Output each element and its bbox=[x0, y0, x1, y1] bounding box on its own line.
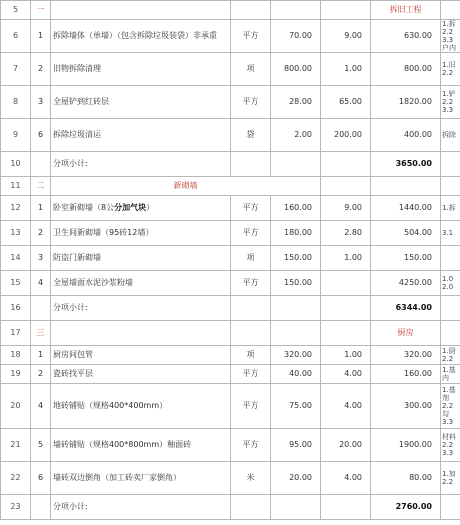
row-number[interactable]: 7 bbox=[1, 53, 31, 86]
table-row bbox=[1, 196, 460, 221]
note-cell[interactable]: 1.0 2.0 bbox=[441, 271, 460, 296]
unit-cell[interactable]: 平方 bbox=[231, 384, 271, 429]
price-cell[interactable] bbox=[321, 271, 371, 296]
total-cell[interactable]: 2760.00 bbox=[371, 495, 441, 520]
item-name-cell[interactable]: 瓷砖找平层 bbox=[51, 365, 231, 384]
qty-cell[interactable]: 150.00 bbox=[271, 246, 321, 271]
row-number[interactable]: 11 bbox=[1, 177, 31, 196]
price-cell[interactable] bbox=[321, 495, 371, 520]
qty-cell[interactable] bbox=[271, 321, 321, 346]
note-cell[interactable] bbox=[441, 296, 460, 321]
note-cell[interactable]: 1.基 剂 2.2 勾 3.3 bbox=[441, 384, 460, 429]
seq-cell[interactable]: 二 bbox=[31, 177, 51, 196]
seq-cell[interactable] bbox=[31, 495, 51, 520]
item-name-cell[interactable] bbox=[51, 321, 231, 346]
row-number[interactable]: 19 bbox=[1, 365, 31, 384]
qty-cell[interactable]: 75.00 bbox=[271, 384, 321, 429]
note-cell[interactable] bbox=[441, 246, 460, 271]
seq-cell[interactable]: 三 bbox=[31, 321, 51, 346]
seq-cell[interactable] bbox=[31, 296, 51, 321]
row-number[interactable]: 13 bbox=[1, 221, 31, 246]
seq-cell[interactable]: 4 bbox=[31, 271, 51, 296]
seq-cell[interactable]: 1 bbox=[31, 346, 51, 365]
qty-cell[interactable]: 180.00 bbox=[271, 221, 321, 246]
price-cell[interactable]: 4.00 bbox=[321, 384, 371, 429]
item-name-cell[interactable]: 拆除墙体（单墙）（包含拆除垃圾装袋）非承重 bbox=[51, 20, 231, 53]
price-cell[interactable]: 20.00 bbox=[321, 429, 371, 462]
row-number[interactable]: 16 bbox=[1, 296, 31, 321]
note-cell[interactable] bbox=[441, 495, 460, 520]
unit-cell[interactable]: 项 bbox=[231, 246, 271, 271]
qty-cell[interactable] bbox=[271, 495, 321, 520]
price-cell[interactable] bbox=[321, 321, 371, 346]
unit-cell[interactable] bbox=[231, 321, 271, 346]
seq-cell[interactable] bbox=[31, 152, 51, 177]
unit-cell[interactable]: 平方 bbox=[231, 221, 271, 246]
note-cell[interactable] bbox=[441, 177, 460, 196]
table-row bbox=[1, 321, 460, 346]
price-cell[interactable]: 65.00 bbox=[321, 86, 371, 119]
total-cell[interactable]: 3650.00 bbox=[371, 152, 441, 177]
price-cell[interactable]: 9.00 bbox=[321, 196, 371, 221]
seq-cell[interactable]: 6 bbox=[31, 462, 51, 495]
price-cell[interactable]: 1.00 bbox=[321, 346, 371, 365]
row-number[interactable]: 6 bbox=[1, 20, 31, 53]
table-row bbox=[1, 462, 460, 495]
table-row bbox=[1, 119, 460, 152]
qty-cell[interactable]: 150.00 bbox=[271, 271, 321, 296]
seq-cell[interactable]: 2 bbox=[31, 53, 51, 86]
qty-cell[interactable]: 320.00 bbox=[271, 346, 321, 365]
table-row bbox=[1, 152, 460, 177]
item-name-cell[interactable]: 分项小计: bbox=[51, 296, 231, 321]
table-row bbox=[1, 384, 460, 429]
seq-cell[interactable]: 6 bbox=[31, 119, 51, 152]
total-cell[interactable] bbox=[371, 177, 441, 196]
row-number[interactable]: 5 bbox=[1, 1, 31, 20]
table-row bbox=[1, 86, 460, 119]
unit-cell[interactable]: 平方 bbox=[231, 20, 271, 53]
total-cell[interactable]: 150.00 bbox=[371, 246, 441, 271]
qty-cell[interactable] bbox=[271, 152, 321, 177]
seq-cell[interactable]: 1 bbox=[31, 20, 51, 53]
row-number[interactable]: 17 bbox=[1, 321, 31, 346]
table-row bbox=[1, 246, 460, 271]
item-name-cell[interactable]: 卫生间新砌墙（95砖12墙） bbox=[51, 221, 231, 246]
item-name-cell[interactable]: 全屋墙面水泥沙浆粉墙 bbox=[51, 271, 231, 296]
total-cell[interactable]: 320.00 bbox=[371, 346, 441, 365]
note-cell[interactable]: 1.铲 2.2 3.3 bbox=[441, 86, 460, 119]
note-cell[interactable]: 3.1 bbox=[441, 221, 460, 246]
unit-cell[interactable]: 项 bbox=[231, 53, 271, 86]
note-cell[interactable]: 1.加 2.2 bbox=[441, 462, 460, 495]
total-cell[interactable]: 300.00 bbox=[371, 384, 441, 429]
item-name-cell[interactable] bbox=[51, 1, 231, 20]
qty-cell[interactable]: 70.00 bbox=[271, 20, 321, 53]
table-row bbox=[1, 495, 460, 520]
item-name-bold-text: 分加气块 bbox=[114, 203, 147, 212]
table-row bbox=[1, 296, 460, 321]
item-name-cell[interactable]: 拆除垃圾清运 bbox=[51, 119, 231, 152]
seq-cell[interactable]: 4 bbox=[31, 384, 51, 429]
qty-cell[interactable]: 40.00 bbox=[271, 365, 321, 384]
qty-cell[interactable]: 800.00 bbox=[271, 53, 321, 86]
row-number[interactable]: 22 bbox=[1, 462, 31, 495]
section-title-cell[interactable]: 拆旧工程 bbox=[371, 1, 441, 20]
row-number[interactable]: 15 bbox=[1, 271, 31, 296]
price-cell[interactable]: 2.80 bbox=[321, 221, 371, 246]
item-name-cell[interactable]: 墙砖双边倒角（加工砖卖厂家倒角） bbox=[51, 462, 231, 495]
note-cell[interactable]: 1.拆 bbox=[441, 196, 460, 221]
section-title-cell[interactable]: 新砌墙 bbox=[51, 177, 321, 196]
unit-cell[interactable] bbox=[231, 1, 271, 20]
qty-cell[interactable]: 160.00 bbox=[271, 196, 321, 221]
row-number[interactable]: 14 bbox=[1, 246, 31, 271]
qty-cell[interactable]: 2.00 bbox=[271, 119, 321, 152]
qty-cell[interactable]: 20.00 bbox=[271, 462, 321, 495]
row-number[interactable]: 20 bbox=[1, 384, 31, 429]
price-cell[interactable]: 1.00 bbox=[321, 53, 371, 86]
table-row bbox=[1, 1, 460, 20]
item-name-cell[interactable]: 旧物拆除清理 bbox=[51, 53, 231, 86]
item-name-cell[interactable]: 防盗门新砌墙 bbox=[51, 246, 231, 271]
item-name-tail-text: ） bbox=[146, 203, 155, 212]
total-cell[interactable]: 6344.00 bbox=[371, 296, 441, 321]
seq-cell[interactable]: 2 bbox=[31, 221, 51, 246]
row-number[interactable]: 21 bbox=[1, 429, 31, 462]
item-name-cell[interactable] bbox=[51, 196, 231, 221]
price-cell[interactable] bbox=[321, 152, 371, 177]
row-number[interactable]: 8 bbox=[1, 86, 31, 119]
seq-cell[interactable]: 2 bbox=[31, 365, 51, 384]
total-cell[interactable]: 4250.00 bbox=[371, 271, 441, 296]
total-cell[interactable]: 80.00 bbox=[371, 462, 441, 495]
qty-cell[interactable]: 28.00 bbox=[271, 86, 321, 119]
unit-cell[interactable]: 平方 bbox=[231, 271, 271, 296]
table-row bbox=[1, 271, 460, 296]
qty-cell[interactable] bbox=[271, 296, 321, 321]
price-cell[interactable]: 9.00 bbox=[321, 20, 371, 53]
unit-cell[interactable]: 项 bbox=[231, 346, 271, 365]
item-name-text: 卧室新砌墙（8公 bbox=[53, 203, 115, 212]
item-name-cell[interactable]: 全屋铲到红砖层 bbox=[51, 86, 231, 119]
price-cell[interactable]: 200.00 bbox=[321, 119, 371, 152]
note-cell[interactable]: 1.厨 2.2 bbox=[441, 346, 460, 365]
unit-cell[interactable]: 平方 bbox=[231, 196, 271, 221]
row-number[interactable]: 10 bbox=[1, 152, 31, 177]
unit-cell[interactable]: 袋 bbox=[231, 119, 271, 152]
row-number[interactable]: 23 bbox=[1, 495, 31, 520]
row-number[interactable]: 18 bbox=[1, 346, 31, 365]
total-cell[interactable]: 1820.00 bbox=[371, 86, 441, 119]
unit-cell[interactable]: 平方 bbox=[231, 86, 271, 119]
price-cell[interactable]: 4.00 bbox=[321, 462, 371, 495]
unit-cell[interactable]: 平方 bbox=[231, 429, 271, 462]
total-cell[interactable]: 1900.00 bbox=[371, 429, 441, 462]
note-cell[interactable]: 1.拆 2.2 3.3 户内 bbox=[441, 20, 460, 53]
table-row bbox=[1, 429, 460, 462]
table-row bbox=[1, 346, 460, 365]
price-cell[interactable]: 4.00 bbox=[321, 365, 371, 384]
note-cell[interactable]: 材料 2.2 3.3 bbox=[441, 429, 460, 462]
total-cell[interactable]: 504.00 bbox=[371, 221, 441, 246]
note-cell[interactable]: 拆除 bbox=[441, 119, 460, 152]
note-cell[interactable] bbox=[441, 1, 460, 20]
total-cell[interactable]: 630.00 bbox=[371, 20, 441, 53]
item-name-cell[interactable]: 厨房间包管 bbox=[51, 346, 231, 365]
qty-cell[interactable]: 95.00 bbox=[271, 429, 321, 462]
price-cell[interactable] bbox=[321, 177, 371, 196]
row-number[interactable]: 12 bbox=[1, 196, 31, 221]
seq-cell[interactable]: 一 bbox=[31, 1, 51, 20]
unit-cell[interactable] bbox=[231, 495, 271, 520]
table-row bbox=[1, 177, 460, 196]
section-title-cell[interactable]: 厨房 bbox=[371, 321, 441, 346]
total-cell[interactable]: 160.00 bbox=[371, 365, 441, 384]
table-row bbox=[1, 20, 460, 53]
table-row bbox=[1, 365, 460, 384]
seq-cell[interactable]: 5 bbox=[31, 429, 51, 462]
row-number[interactable]: 9 bbox=[1, 119, 31, 152]
qty-cell[interactable] bbox=[271, 1, 321, 20]
table-row bbox=[1, 221, 460, 246]
item-name-cell[interactable]: 地砖铺贴（规格400*400mm） bbox=[51, 384, 231, 429]
seq-cell[interactable]: 3 bbox=[31, 86, 51, 119]
item-name-cell[interactable]: 分项小计: bbox=[51, 495, 231, 520]
item-name-cell[interactable]: 墙砖铺贴（规格400*800mm）釉面砖 bbox=[51, 429, 231, 462]
unit-cell[interactable] bbox=[231, 152, 271, 177]
note-cell[interactable] bbox=[441, 152, 460, 177]
unit-cell[interactable]: 米 bbox=[231, 462, 271, 495]
item-name-cell[interactable]: 分项小计: bbox=[51, 152, 231, 177]
total-cell[interactable]: 400.00 bbox=[371, 119, 441, 152]
price-cell[interactable] bbox=[321, 1, 371, 20]
seq-cell[interactable]: 1 bbox=[31, 196, 51, 221]
note-cell[interactable]: 1.旧 2.2 bbox=[441, 53, 460, 86]
price-cell[interactable]: 1.00 bbox=[321, 246, 371, 271]
note-cell[interactable] bbox=[441, 321, 460, 346]
unit-cell[interactable] bbox=[231, 296, 271, 321]
total-cell[interactable]: 800.00 bbox=[371, 53, 441, 86]
price-cell[interactable] bbox=[321, 296, 371, 321]
note-cell[interactable]: 1.基 内 bbox=[441, 365, 460, 384]
seq-cell[interactable]: 3 bbox=[31, 246, 51, 271]
total-cell[interactable]: 1440.00 bbox=[371, 196, 441, 221]
unit-cell[interactable]: 平方 bbox=[231, 365, 271, 384]
table-row bbox=[1, 53, 460, 86]
